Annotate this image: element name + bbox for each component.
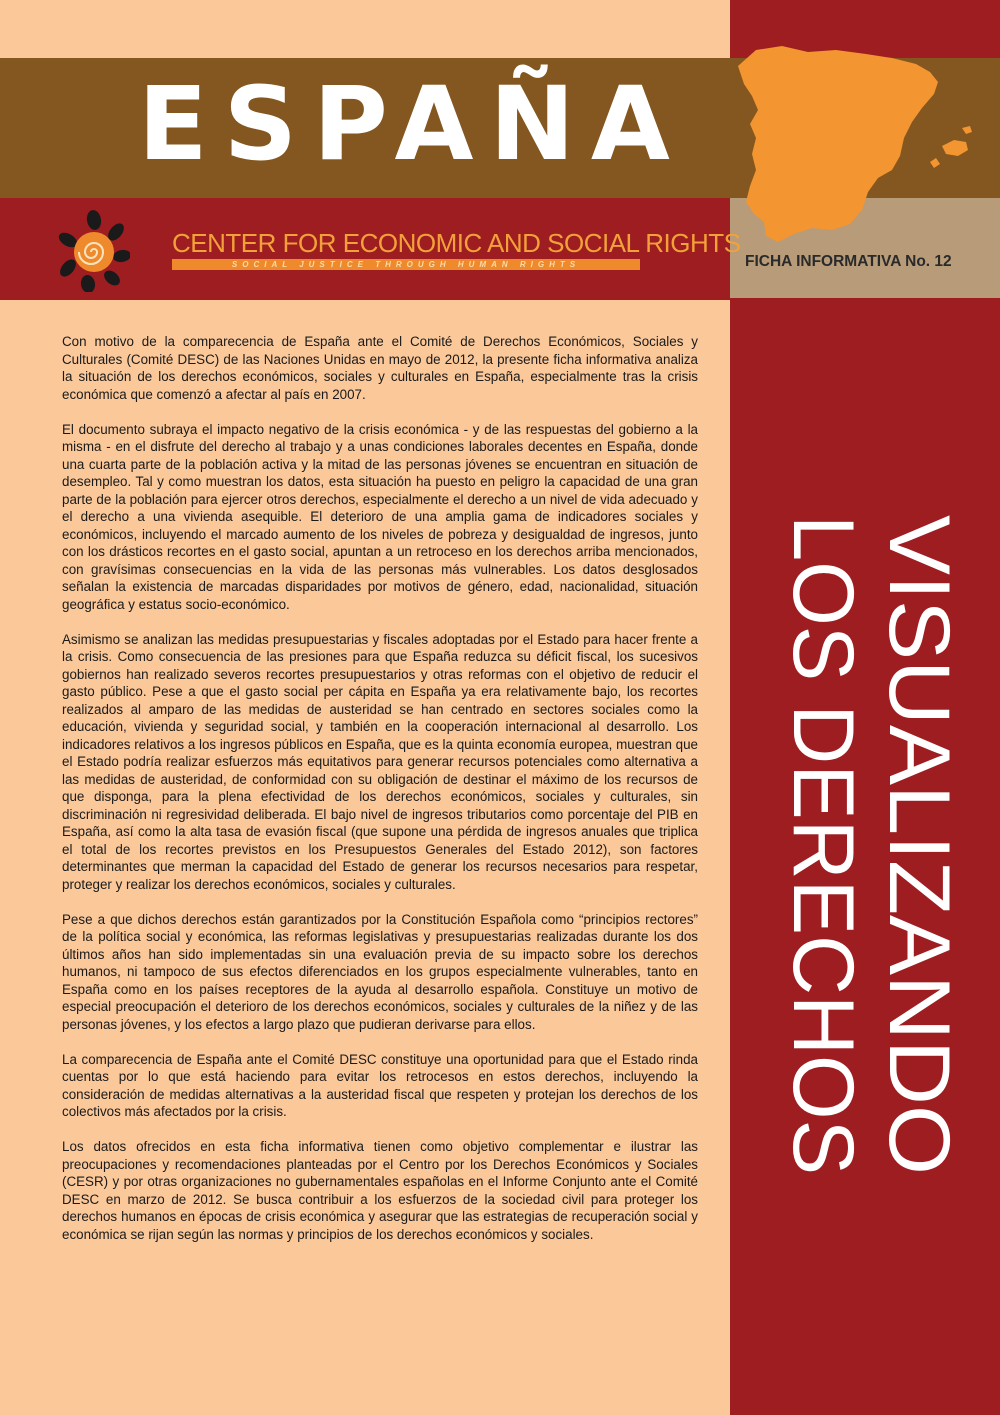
- org-name-small: CENTER FOR: [172, 228, 336, 258]
- paragraph: Los datos ofrecidos en esta ficha informativa tienen como objetivo complementar e ilustrar las preocupaciones y recomendaciones planteadas por el Centro por los Derechos Económicos y Sociales (CESR) y por otras organizaciones no gubernamentales españolas en el Informe Conjunto ante el Comité DESC en marzo de 2012. Se busca contribuir a los esfuerzos de la sociedad civil para proteger los derechos humanos en épocas de crisis económica y asegurar que las estrategias de recuperación social y económica se rijan según las normas y principios de los derechos económicos y sociales.: [62, 1139, 698, 1242]
- cesr-hands-spiral-logo: [58, 210, 130, 292]
- body-text: [62, 333, 698, 1261]
- org-tagline: SOCIAL JUSTICE THROUGH HUMAN RIGHTS: [231, 260, 581, 269]
- paragraph: El documento subraya el impacto negativo de la crisis económica - y de las respuestas del gobierno a la misma - en el disfrute del derecho al trabajo y a unas condiciones laborales decentes en España, donde una cuarta parte de la población activa y la mitad de las personas jóvenes se encuentran en situación de desempleo. Tal y como muestran los datos, esta situación ha puesto en peligro la capacidad de una gran parte de la población para ejercer otros derechos, especialmente el derecho a un nivel de vida adecuado y el derecho a una vivienda asequible. El deterioro de una amplia gama de indicadores sociales y económicos, incluyendo el marcado aumento de los niveles de pobreza y desigualdad de ingresos, junto con los drásticos recortes en el gasto social, apuntan a un retroceso en los derechos arriba mencionados, con gravísimas consecuencias en la vida de las personas más vulnerables. Los datos desglosados señalan la existencia de marcadas disparidades por motivos de género, edad, nacionalidad, situación geográfica y estatus socio-económico.: [62, 421, 698, 612]
- paragraph: Pese a que dichos derechos están garantizados por la Constitución Española como “principios rectores” de la política social y económica, las reformas legislativas y presupuestarias realizadas durante los dos últimos años han sido implementadas sin una evaluación previa de su impacto sobre los derechos humanos, ni tampoco de sus efectos diferenciados en los grupos especialmente vulnerables, tanto en España como en los países receptores de la ayuda al desarrollo española. Constituye un motivo de especial preocupación el deterioro de los derechos económicos, sociales y culturales de la niñez y de las personas jóvenes, y los efectos a largo plazo que pudieran derivarse para ellos.: [62, 911, 698, 1032]
- org-name-large: ECONOMIC AND SOCIAL RIGHTS: [342, 228, 741, 258]
- sidebar-title-line2: LOS DERECHOS: [775, 515, 871, 1185]
- paragraph: La comparecencia de España ante el Comité DESC constituye una oportunidad para que el Estado rinda cuentas por lo que está haciendo para evitar los retrocesos en estos derechos, incluyendo la consideración de medidas alternativas a la austeridad fiscal que respeten y protejan los derechos de los colectivos más afectados por la crisis.: [62, 1051, 698, 1119]
- country-title: ESPAÑA: [138, 65, 686, 184]
- spain-map-icon: [716, 28, 986, 268]
- fact-sheet-number: FICHA INFORMATIVA No. 12: [745, 253, 952, 270]
- header-top-strip: [0, 0, 730, 58]
- paragraph: Con motivo de la comparecencia de España ante el Comité de Derechos Económicos, Sociales y Culturales (Comité DESC) de las Naciones Unidas en mayo de 2012, la presente ficha informativa analiza la situación de los derechos económicos, sociales y culturales en España, especialmente tras la crisis económica que comenzó a afectar al país en 2007.: [62, 334, 698, 402]
- sidebar-title-line1: VISUALIZANDO: [871, 515, 967, 1146]
- org-name: [172, 230, 741, 256]
- paragraph: Asimismo se analizan las medidas presupuestarias y fiscales adoptadas por el Estado para hacer frente a la crisis. Como consecuencia de las presiones para que España reduzca su déficit fiscal, los sucesivos gobiernos han realizado severos recortes presupuestarios y otras reformas con el objetivo de reducir el gasto público. Pese a que el gasto social per cápita en España ya era relativamente bajo, los recortes realizados al amparo de las medidas de austeridad se han centrado en sectores sociales como la educación, vivienda y seguridad social, y también en la cooperación internacional al desarrollo. Los indicadores relativos a los ingresos públicos en España, que es la quinta economía europea, muestran que el Estado podría realizar esfuerzos más equitativos para generar recursos potenciales como alternativa a las medidas de austeridad, de conformidad con su obligación de destinar el máximo de los recursos de que disponga, para la plena efectividad de los derechos económicos, sociales y culturales, sin discriminación ni regresividad deliberada. El bajo nivel de ingresos tributarios como porcentaje del PIB en España, así como la alta tasa de evasión fiscal (que supone una pérdida de ingresos anuales que triplica el total de los recortes previstos en los Presupuestos Generales del Estado 2012), son factores determinantes que merman la capacidad del Estado de generar los recursos necesarios para respetar, proteger y realizar los derechos económicos, sociales y culturales.: [62, 631, 698, 892]
